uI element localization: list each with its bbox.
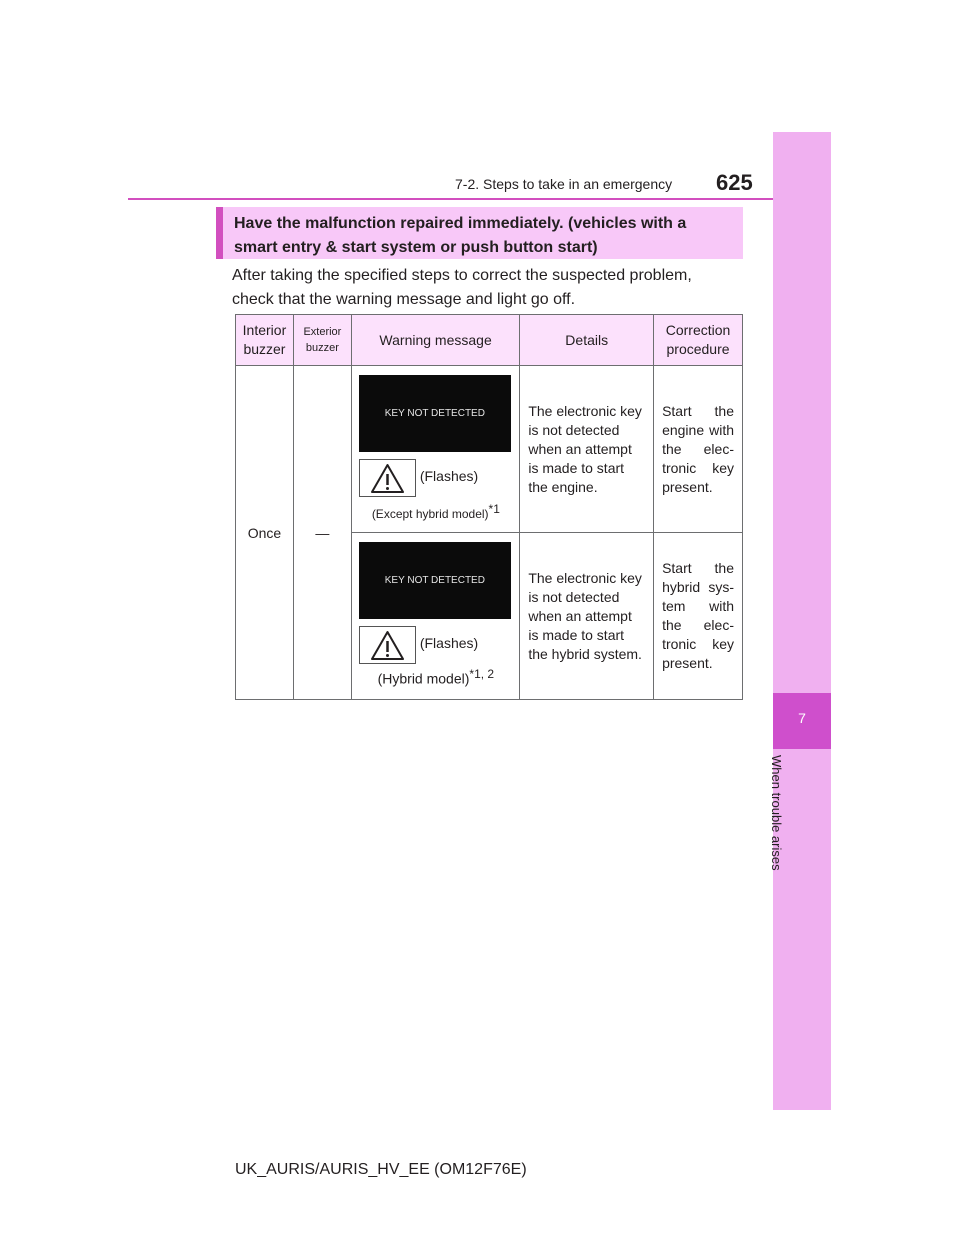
warning-table: [235, 314, 743, 700]
procedure-cell: Start the hybrid sys- tem with the elec- tronic key present.: [654, 533, 743, 700]
page-number: 625: [716, 170, 753, 195]
header-correction-procedure: Correction procedure: [654, 315, 743, 366]
document-footer: UK_AURIS/AURIS_HV_EE (OM12F76E): [235, 1161, 527, 1178]
display-screen: KEY NOT DETECTED: [359, 542, 511, 619]
callout-heading: [216, 207, 743, 259]
procedure-cell: Start the engine with the elec- tronic key present.: [654, 366, 743, 533]
flashes-label: (Flashes): [419, 635, 479, 651]
header-interior-buzzer: Interior buzzer: [236, 315, 294, 366]
chapter-number: 7: [798, 710, 806, 726]
header-exterior-buzzer: Exterior buzzer: [293, 315, 351, 366]
chapter-title-text: When trouble arises: [769, 755, 784, 871]
warning-triangle-icon: [359, 626, 416, 664]
exterior-buzzer-value: —: [293, 366, 351, 700]
warning-message-cell: [351, 366, 519, 533]
model-label: (Hybrid model)$^{*1, 2}$: [377, 667, 495, 687]
header-divider: [128, 198, 830, 200]
flashes-label: (Flashes): [419, 468, 479, 484]
table-header-row: [236, 315, 743, 366]
model-label: (Except hybrid model)$^{*1}$: [371, 502, 500, 521]
display-screen: KEY NOT DETECTED: [359, 375, 511, 452]
callout-line-2: smart entry & start system or push button start): [234, 239, 598, 256]
warning-message-cell: [351, 533, 519, 700]
details-cell: The electronic key is not detected when an attempt is made to start the engine.: [520, 366, 654, 533]
interior-buzzer-value: Once: [236, 366, 294, 700]
details-cell: The electronic key is not detected when an attempt is made to start the hybrid system.: [520, 533, 654, 700]
footnote-marker: *1: [488, 502, 500, 516]
table-row: [236, 366, 743, 533]
callout-line-1: Have the malfunction repaired immediately. (vehicles with a: [234, 215, 687, 232]
intro-paragraph: [232, 264, 743, 312]
intro-line-2: check that the warning message and light go off.: [232, 291, 576, 308]
intro-line-1: After taking the specified steps to correct the suspected problem,: [232, 267, 692, 284]
section-heading: 7-2. Steps to take in an emergency: [455, 176, 673, 192]
header-warning-message: Warning message: [351, 315, 519, 366]
footnote-marker: *1, 2: [469, 667, 495, 681]
chapter-title: [769, 755, 799, 885]
chapter-side-tab: [773, 132, 831, 1110]
warning-triangle-icon: [359, 459, 416, 497]
header-details: Details: [520, 315, 654, 366]
